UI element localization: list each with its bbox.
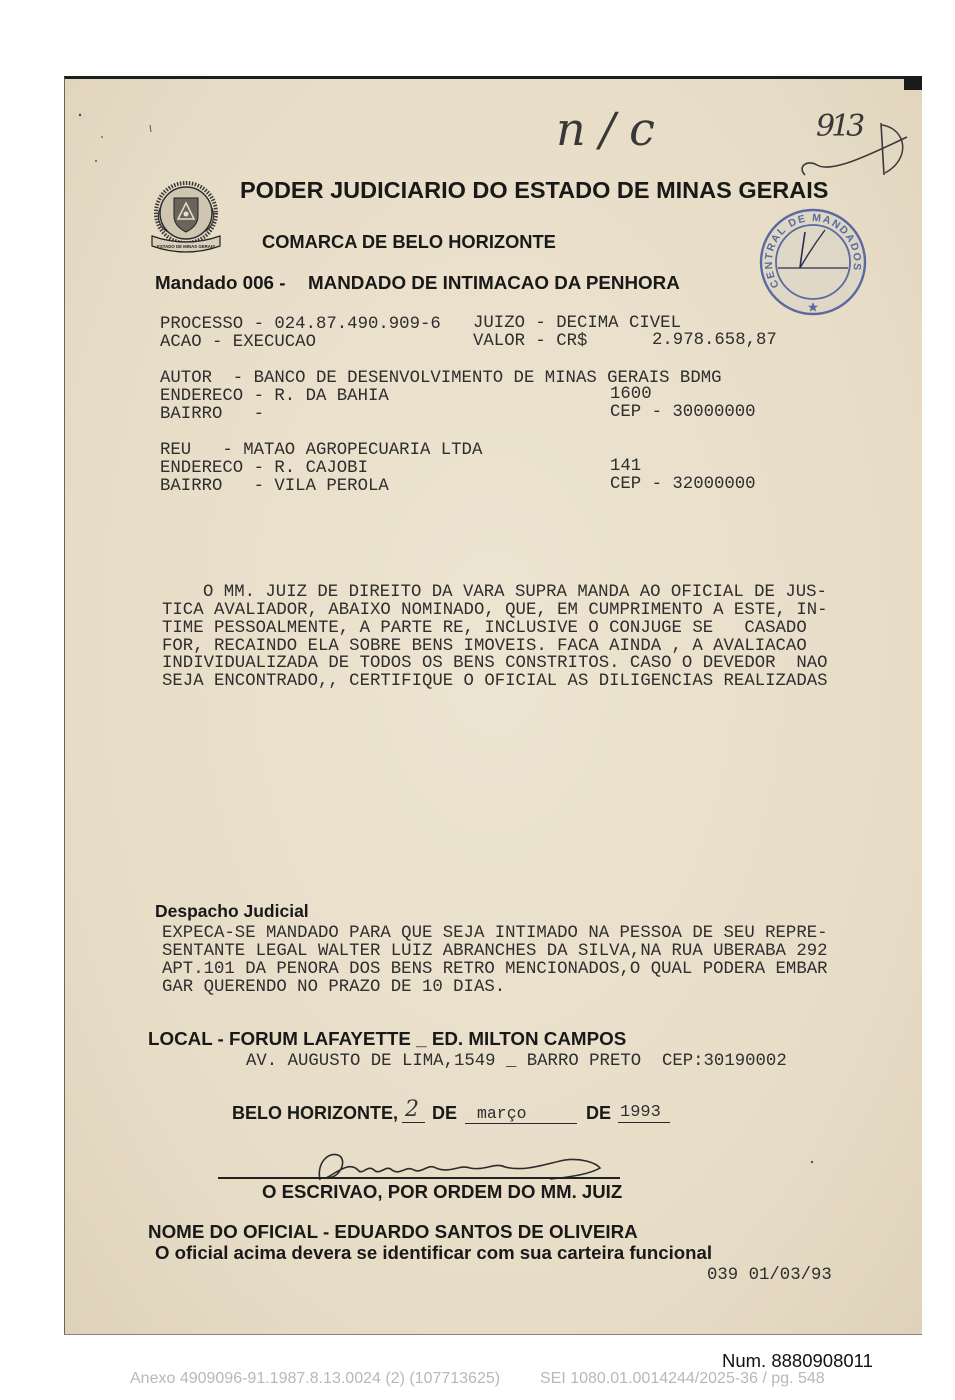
oficial-note: O oficial acima devera se identificar com sua carteira funcional: [155, 1242, 713, 1263]
comarca-title: COMARCA DE BELO HORIZONTE: [262, 231, 556, 252]
local-label: LOCAL - FORUM LAFAYETTE _ ED. MILTON CAMPOS: [148, 1028, 627, 1049]
date-city: BELO HORIZONTE,: [232, 1103, 398, 1123]
reu-name: REU - MATAO AGROPECUARIA LTDA: [160, 441, 483, 460]
document-code: 039 01/03/93: [707, 1266, 832, 1285]
reu-number: 141: [610, 457, 642, 476]
autor-district: BAIRRO -: [160, 405, 264, 424]
date-year: 1993: [620, 1103, 661, 1122]
reu-cep: CEP - 32000000: [610, 475, 756, 494]
court-title: PODER JUDICIARIO DO ESTADO DE MINAS GERAIS: [240, 177, 829, 203]
stamp-text: CENTRAL DE MANDADOS: [762, 211, 864, 291]
despacho-line: SENTANTE LEGAL WALTER LUIZ ABRANCHES DA SILVA,NA RUA UBERABA 292: [162, 942, 828, 961]
central-mandados-stamp: [756, 206, 870, 318]
date-day: 2: [405, 1097, 419, 1122]
despacho-line: EXPECA-SE MANDADO PARA QUE SEJA INTIMADO NA PESSOA DE SEU REPRE-: [162, 924, 828, 943]
handwritten-sheet-number: 913: [816, 109, 862, 144]
valor-label: VALOR - CR$: [473, 332, 588, 351]
acao-line: ACAO - EXECUCAO: [160, 333, 316, 352]
scan-speck: [808, 1158, 816, 1166]
date-day-underline: [402, 1122, 425, 1123]
processo-line: PROCESSO - 024.87.490.909-6: [160, 315, 441, 334]
despacho-line: GAR QUERENDO NO PRAZO DE 10 DIAS.: [162, 978, 506, 997]
date-month: março: [477, 1104, 527, 1123]
order-line: TICA AVALIADOR, ABAIXO NOMINADO, QUE, EM CUMPRIMENTO A ESTE, IN-: [162, 601, 828, 620]
annex-reference: Anexo 4909096-91.1987.8.13.0024 (2) (107713625): [130, 1370, 501, 1387]
order-line: SEJA ENCONTRADO,, CERTIFIQUE O OFICIAL AS DILIGENCIAS REALIZADAS: [162, 672, 828, 691]
handwritten-rubric: [795, 115, 915, 185]
order-line: TIME PESSOALMENTE, A PARTE RE, INCLUSIVE O CONJUGE SE CASADO: [162, 619, 807, 638]
scan-specks: [72, 105, 162, 170]
document-number: Num. 8880908011: [722, 1350, 873, 1371]
reu-district: BAIRRO - VILA PEROLA: [160, 477, 389, 496]
order-line: FOR, RECAINDO ELA SOBRE BENS IMOVEIS. FACA AINDA , A AVALIACAO: [162, 637, 807, 656]
sei-reference: SEI 1080.01.0014244/2025-36 / pg. 548: [540, 1370, 825, 1387]
reu-address: ENDERECO - R. CAJOBI: [160, 459, 368, 478]
handwritten-note: n/c: [556, 102, 669, 156]
date-year-underline: [618, 1122, 670, 1123]
date-de-label: DE: [432, 1103, 458, 1123]
order-line: O MM. JUIZ DE DIREITO DA VARA SUPRA MANDA AO OFICIAL DE JUS-: [203, 583, 827, 602]
autor-cep: CEP - 30000000: [610, 403, 756, 422]
order-line: INDIVIDUALIZADA DE TODOS OS BENS CONSTRITOS. CASO O DEVEDOR NAO: [162, 654, 828, 673]
seal-ribbon-text: ESTADO DE MINAS GERAIS: [157, 245, 222, 250]
despacho-line: APT.101 DA PENORA DOS BENS RETRO MENCIONADOS,O QUAL PODERA EMBAR: [162, 960, 828, 979]
autor-address: ENDERECO - R. DA BAHIA: [160, 387, 389, 406]
date-month-underline: [465, 1123, 577, 1124]
valor-amount: 2.978.658,87: [652, 331, 777, 350]
juizo-line: JUIZO - DECIMA CIVEL: [473, 314, 681, 333]
signature-line: [218, 1177, 620, 1179]
scan-corner-shadow: [904, 76, 922, 90]
autor-number: 1600: [610, 385, 652, 404]
signature-caption: O ESCRIVAO, POR ORDEM DO MM. JUIZ: [262, 1181, 623, 1202]
despacho-label: Despacho Judicial: [155, 901, 309, 921]
autor-name: AUTOR - BANCO DE DESENVOLVIMENTO DE MINAS GERAIS BDMG: [160, 369, 722, 388]
state-seal-icon: [146, 178, 226, 258]
mandado-type: MANDADO DE INTIMACAO DA PENHORA: [308, 272, 680, 293]
local-address: AV. AUGUSTO DE LIMA,1549 _ BARRO PRETO CEP:30190002: [246, 1052, 787, 1071]
mandado-number: Mandado 006 -: [155, 272, 286, 293]
oficial-name: NOME DO OFICIAL - EDUARDO SANTOS DE OLIVEIRA: [148, 1221, 638, 1242]
date-de-label: DE: [586, 1103, 612, 1123]
